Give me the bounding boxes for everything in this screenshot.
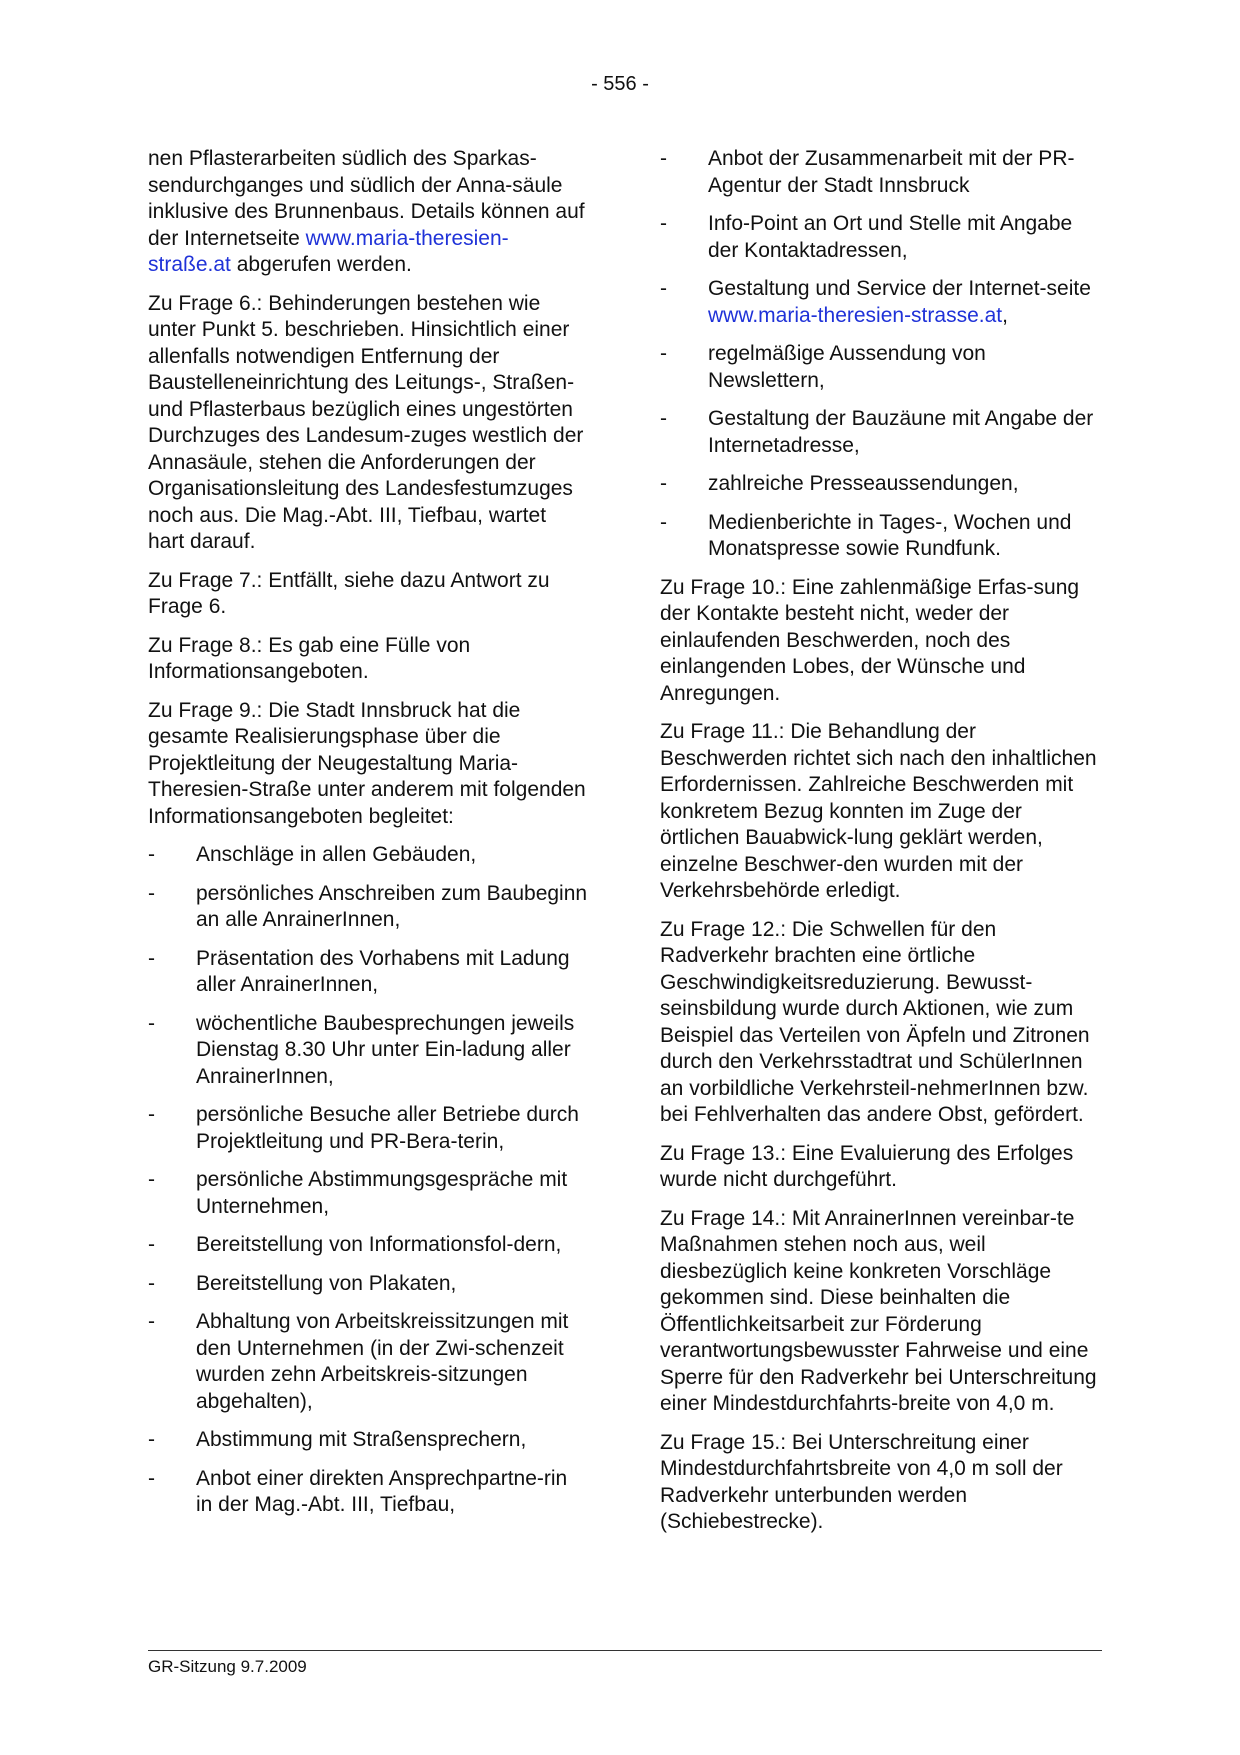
list-item — [148, 881, 588, 934]
list-dash: - — [660, 147, 667, 170]
list-item-text: zahlreiche Presseaussendungen, — [708, 472, 1019, 495]
list-dash: - — [148, 881, 155, 905]
info-offers-list — [148, 842, 588, 1519]
intro-text: nen Pflasterarbeiten südlich des Sparkas-sendurchganges und südlich der Anna-säule inklusive des Brunnenbaus. Details können auf der Internetseite — [148, 147, 585, 250]
answer-frage-7: Zu Frage 7.: Entfällt, siehe dazu Antwort zu Frage 6. — [148, 568, 550, 618]
website-link[interactable]: www.maria-theresien-strasse.at — [708, 303, 1003, 327]
list-item — [148, 1232, 588, 1259]
list-dash: - — [660, 407, 667, 430]
info-offers-list-continued — [660, 146, 1100, 563]
list-item-text: Bereitstellung von Informationsfol-dern, — [196, 1233, 562, 1256]
list-dash: - — [148, 1466, 155, 1490]
list-item-text: Bereitstellung von Plakaten, — [196, 1271, 457, 1295]
list-item-text: Abhaltung von Arbeitskreissitzungen mit den Unternehmen (in der Zwi-schenzeit wurden zehn Arbeitskreis-sitzungen abgehalten), — [196, 1310, 569, 1413]
left-column — [148, 146, 588, 1531]
page-number: - 556 - — [591, 73, 649, 95]
answer-frage-15: Zu Frage 15.: Bei Unterschreitung einer Mindestdurchfahrtsbreite von 4,0 m soll der Radverkehr unterbunden werden (Schiebestrecke). — [660, 1430, 1063, 1533]
list-item-text: Anschläge in allen Gebäuden, — [196, 843, 477, 866]
list-item-text: Abstimmung mit Straßensprechern, — [196, 1428, 527, 1451]
answer-frage-10: Zu Frage 10.: Eine zahlenmäßige Erfas-sung der Kontakte besteht nicht, weder der einlaufenden Beschwerden, noch des einlangenden Lobes, der Wünsche und Anregungen. — [660, 575, 1080, 705]
list-item — [660, 211, 1100, 264]
list-item — [660, 276, 1100, 329]
list-dash: - — [660, 277, 667, 300]
website-link[interactable]: www.maria-theresien-straße.at — [148, 226, 509, 276]
list-item — [148, 1309, 588, 1415]
list-dash: - — [660, 212, 667, 235]
list-item — [660, 146, 1100, 199]
list-dash: - — [148, 1310, 155, 1333]
list-dash: - — [148, 1233, 155, 1256]
list-dash: - — [148, 1011, 155, 1035]
footer-text: GR-Sitzung 9.7.2009 — [148, 1657, 307, 1676]
list-dash: - — [148, 1428, 155, 1451]
answer-frage-11: Zu Frage 11.: Die Behandlung der Beschwerden richtet sich nach den inhaltlichen Erfordernissen. Zahlreiche Beschwerden mit konkretem Bezug konnten im Zuge der örtlichen Bauabwick-lung geklärt werden, einzelne Beschwer-den wurden mit der Verkehrsbehörde erledigt. — [660, 720, 1097, 902]
answer-frage-13: Zu Frage 13.: Eine Evaluierung des Erfolges wurde nicht durchgeführt. — [660, 1141, 1074, 1191]
list-item — [148, 946, 588, 999]
list-item-text: Anbot einer direkten Ansprechpartne-rin in der Mag.-Abt. III, Tiefbau, — [196, 1466, 568, 1516]
list-dash: - — [148, 843, 155, 866]
list-dash: - — [148, 946, 155, 970]
list-dash: - — [660, 342, 667, 365]
list-item-text: persönliches Anschreiben zum Baubeginn an alle AnrainerInnen, — [196, 881, 588, 931]
list-dash: - — [148, 1271, 155, 1295]
list-item-text: Anbot der Zusammenarbeit mit der PR-Agentur der Stadt Innsbruck — [708, 147, 1075, 197]
list-dash: - — [148, 1103, 155, 1126]
answer-frage-12: Zu Frage 12.: Die Schwellen für den Radverkehr brachten eine örtliche Geschwindigkeitsreduzierung. Bewusst-seinsbildung wurde durch Aktionen, wie zum Beispiel das Verteilen von Äpfeln und Zitronen durch den Verkehrsstadtrat und SchülerInnen an vorbildliche Verkehrsteil-nehmerInnen bzw. bei Fehlverhalten das andere Obst, gefördert. — [660, 917, 1090, 1126]
intro-text-after: abgerufen werden. — [230, 253, 412, 276]
answer-frage-6: Zu Frage 6.: Behinderungen bestehen wie unter Punkt 5. beschrieben. Hinsichtlich einer allenfalls notwendigen Entfernung der Baustelleneinrichtung des Leitungs-, Straßen- und Pflasterbaus bezüglich eines ungestörten Durchzuges des Landesum-zuges westlich der Annasäule, stehen die Anforderungen der Organisationsleitung des Landesfestumzuges noch aus. Die Mag.-Abt. III, Tiefbau, wartet hart darauf. — [148, 291, 584, 553]
list-item — [660, 341, 1100, 394]
list-item-text: Gestaltung und Service der Internet-seite — [708, 277, 1091, 300]
list-item-text-after: , — [1002, 303, 1008, 327]
list-item-text: persönliche Abstimmungsgespräche mit Unternehmen, — [196, 1168, 568, 1218]
list-dash: - — [148, 1168, 155, 1191]
answer-frage-9: Zu Frage 9.: Die Stadt Innsbruck hat die gesamte Realisierungsphase über die Projektleitung der Neugestaltung Maria-Theresien-Straße unter anderem mit folgenden Informationsangeboten begleitet: — [148, 698, 586, 828]
footer-divider — [148, 1650, 1102, 1651]
answer-frage-14: Zu Frage 14.: Mit AnrainerInnen vereinbar-te Maßnahmen stehen noch aus, weil diesbezüglich keine konkreten Vorschläge gekommen sind. Diese beinhalten die Öffentlichkeitsarbeit zur Förderung verantwortungsbewusster Fahrweise und eine Sperre für den Radverkehr bei Unterschreitung einer Mindestdurchfahrts-breite von 4,0 m. — [660, 1206, 1097, 1415]
list-item — [148, 1466, 588, 1519]
list-item — [148, 1427, 588, 1454]
list-item — [148, 1271, 588, 1298]
list-item — [660, 406, 1100, 459]
intro-paragraph — [148, 146, 588, 279]
list-dash: - — [660, 510, 667, 534]
list-item — [148, 842, 588, 869]
list-item-text: Präsentation des Vorhabens mit Ladung aller AnrainerInnen, — [196, 946, 570, 996]
list-item — [660, 471, 1100, 498]
list-item-text: regelmäßige Aussendung von Newslettern, — [708, 342, 986, 392]
right-column — [660, 146, 1100, 1548]
list-item-text: persönliche Besuche aller Betriebe durch Projektleitung und PR-Bera-terin, — [196, 1103, 579, 1153]
list-dash: - — [660, 472, 667, 495]
answer-frage-8: Zu Frage 8.: Es gab eine Fülle von Informationsangeboten. — [148, 633, 471, 683]
list-item — [660, 510, 1100, 563]
list-item-text: Info-Point an Ort und Stelle mit Angabe der Kontaktadressen, — [708, 212, 1073, 262]
list-item — [148, 1011, 588, 1091]
list-item — [148, 1102, 588, 1155]
list-item — [148, 1167, 588, 1220]
list-item-text: Gestaltung der Bauzäune mit Angabe der Internetadresse, — [708, 407, 1094, 457]
list-item-text: Medienberichte in Tages-, Wochen und Monatspresse sowie Rundfunk. — [708, 510, 1072, 560]
list-item-text: wöchentliche Baubesprechungen jeweils Dienstag 8.30 Uhr unter Ein-ladung aller AnrainerInnen, — [196, 1011, 575, 1088]
